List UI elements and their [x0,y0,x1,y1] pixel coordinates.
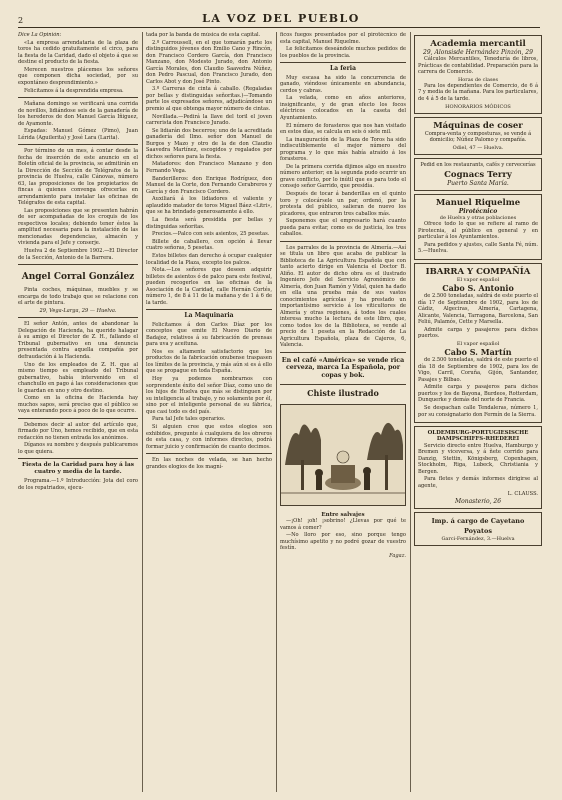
paragraph: Si alguien cree que estos elogios son exhibidos, pregunte á cualquiera de los obreros de esta casa, y con informes directos, podrá formar juicio y confirmación de cuanto decimos. [146,424,272,450]
paragraph: Ofrece todo lo que se refiere al ramo de Pirotecnia, al público en general y en particular á los Ayuntamientos. [418,221,538,241]
paragraph: Las proposiciones que se presenten habrán de ser acompañadas de los croquis de los respectivos locales; debiendo tener éstos la amplitud necesaria para la instalación de las mencionadas dependencias, almacén y vivienda para el Jefe y conserje. [18,207,138,247]
paragraph: Para fletes y demás informes dirigirse al agente, [418,476,538,489]
paragraph: ficos fuegos presentados por el pirotécnico de esta capital, Manuel Riquelme. [280,32,406,45]
ad-subheading: El vapor español [456,341,500,348]
paragraph: Huelva 2 de Septiembre 1902.—El Director de la Sección, Antonio de la Barrera. [18,248,138,261]
paragraph: De la primera corrida dijimos algo en nuestro número anterior; en la segunda pudo ocurrir un grave conflicto, por lo inútil que es para todo el consejo señor Garrido, que presidía. [280,163,406,190]
paragraph: de 2.500 toneladas, saldrá de este puerto el día 17 de Septiembre de 1902, para los de Cádiz, Algeciras, Almería, Cartagena, Alicante, Valencia, Tarragona, Barcelona, San Feliú, Palamós, Cette y Marsella. [418,293,538,326]
ad-ibarra [414,263,542,423]
ad-title: Máquinas de coser [433,120,523,131]
paragraph: Mañana domingo se verificará una corrida de novillos, lidiándose seis de la ganadería de los herederos de don Manuel García Iñiguez, de Ayamonte. [18,101,138,127]
divider [280,62,406,63]
paragraph: Felicitamos á la desprendida empresa. [24,87,124,94]
paragraph: —¡Oh! ¡oh! ¡sobrino! ¿Llevas por qué te vamos á comer? [280,518,406,531]
paragraph: Merecen nuestros plácemes los señores que componen dicha sociedad, por su expontáneo desprendimiento.» [18,66,138,86]
paragraph: Le felicitamos deseándole muchos pedidos de los pueblos de la provincia. [280,46,406,59]
paragraph: Billete de caballero, con opción á llevar cuatro señoras, 5 pesetas. [146,238,272,252]
paragraph: Pedid en los restaurants, cafés y cervecerías [420,162,536,169]
ad-riquelme [414,194,542,260]
column-1 [18,32,138,792]
paragraph: La velada, como en años anteriores, insignificante, y de gran efecto los focos eléctricos colocados en la caseta del Ayuntamiento. [280,95,406,121]
ad-cognacs [414,158,542,191]
paragraph: «La empresa arrendataria de la plaza de toros ha cedido gratuitamente el circo, para la fiesta de la Caridad, dado el objeto á que se destine el producto de la fiesta. [18,39,138,66]
paragraph: Los parrales de la provincia de Almería.—Así se titula un libro que acaba de publicar la Biblioteca de La Agricultura Española que con tanto acierto dirige en Valencia el Doctor B. Aliño. El autor de dicho obra es el ilustrado Ingeniero Jefe del Servicio Agronómico de Almería, don Juan Ramón y Vidal, quien ha dado en ella una prueba más de sus vastos conocimientos agrícolas y ha prestado un importantísimo servicio á los viticultores de Almería y otras regiones, á todos los cuales interesa mucho la lectura de este libro, que, como todos los de la Biblioteca, se vende al precio de 1 peseta en la Redacción de La Agricultura Española, plaza de Cajeros, 6, Valencia. [280,244,406,349]
paragraph: Nos es altamente satisfactorio que los productos de la fabricación onubense traspasen los límites de la provincia, y más aún si es á ello que se propague en toda España. [146,348,272,375]
ship-name: Cabo S. Martín [444,347,512,358]
divider [146,309,272,310]
divider [146,453,272,454]
divider [18,317,138,318]
paragraph: El señor Antón, antes de abandonar la Delegación de Hacienda, ha querido halagar á su amigo el Director de Z. H., fallando el Tribunal gubernativo en una denuncia presentada contra aquella compañía por defraudación á la Hacienda. [18,321,138,360]
paragraph: Admite carga y pasajeros para dichos puertos y los de Bayona, Burdeos, Rotterdam, Dunquerke y demás del norte de Francia. [418,384,538,404]
paragraph: 3.º Carreras de cinta á caballo. (Regaladas por bellas y distinguidas señoritas.)—Tomando parte los expresados señores, adjudicándose un premio al que obtenga mayor número de cintas. [146,86,272,112]
ad-subtitle: de Huelva y otras poblaciones [439,214,517,221]
paragraph: Se lidiarán dos becerros; uno de la acreditada ganadería del Ilmo. señor don Manuel de Burgos y Mazo y otro de la de don Claudio Saavedra Martínez, escogidos y regalados por dichos señores para la fiesta. [146,127,272,160]
paragraph: En las noches de velada, se han hecho grandes elogios de los magní- [146,457,272,470]
ad-address: Odiel, 47 — Huelva. [452,144,504,151]
paragraph: Por término de un mes, á contar desde la fecha de inserción de este anuncio en el Boletín oficial de la provincia, se admitirán en la Dirección de Sección de Telégrafos de la provincia de Huelva, calle Cánovas, número 63, las proposiciones de los propietarios de fincas á quienes convenga ofrecerlas en arrendamiento para instalar las oficinas de Telégrafos de esta capital. [18,148,138,207]
paragraph: Precios.—Palco con seis asientos, 25 pesetas. [152,231,270,238]
paragraph: Matadores: don Francisco Manzano y don Fernando Vega. [146,161,272,174]
paragraph: Muy escasa ha sido la concurrencia de ganado, viéndose únicamente en abundancia, cerdos y cabras. [280,74,406,94]
paragraph: La fiesta será presidida por bellas y distinguidas señoritas. [146,217,272,230]
ad-subheading: HONORARIOS MÓDICOS [445,103,511,110]
paragraph: Para tal Jefe tales operarios. [152,416,226,423]
paragraph: Se despachan calle Tendaleras, número 1, por su consignatario don Fermín de la Sierra. [418,405,538,418]
paragraph: Suponemos que el empresario hará cuanto pueda para evitar, como es de justicia, los tres caballos. [280,218,406,238]
divider [280,384,406,385]
paragraph: Compra-venta y composturas, se vende á domicilio; Núñez Palomo y compañía. [424,130,532,144]
ad-subtitle: Pirotécnico [458,207,498,215]
top-rule [18,27,540,28]
ad-academia [414,35,542,114]
paragraph: Para pedidos y ajustes, calle Santa Fé, núm. 5.—Huelva. [418,241,538,255]
imprint [414,512,542,546]
ad-title: Cognacs Terry [444,169,512,180]
imprint-title: Imp. á cargo de Cayetano Poyatos [431,517,525,536]
ad-sewing-machines [414,117,542,155]
paragraph: de 2.500 toneladas, saldrá de este puerto el día 18 de Septiembre de 1902, para los de Vigo, Carril, Coruña, Gijón, Santander, Pasajes y Bilbao. [418,357,538,383]
section-heading: Fiesta de la Caridad para hoy á las cuatro y media de la tarde. [21,462,135,476]
paragraph: Debemos decir al autor del artículo que, firmado por Uno, hemos recibido, que en esta redacción no tienen entrada los anónimos. [18,421,138,441]
ship-name: Cabo S. Antonio [442,283,514,294]
divider [18,418,138,419]
paragraph: Estos billetes dan derecho á ocupar cualquier localidad de la Plaza, excepto los palcos. [146,253,272,266]
address: 29, Vega-Larga, 29 — Huelva. [39,307,117,314]
paragraph: Auxiliará á los lidiadores el valiente y aplaudido matador de toros Miguel Báez «Litri», que se ha brindado generosamente á ello. [146,196,272,216]
masthead-title: LA VOZ DEL PUEBLO [202,12,360,25]
paragraph: tada por la banda de música de esta capital. [146,32,261,38]
divider [18,264,138,265]
paragraph: Felicitamos á don Carlos Díaz por los conceptos que emite El Nuevo Diario de Badajoz, relativos á su fabricación de prensas para uva y aceituna. [146,321,272,348]
divider [18,458,138,459]
signature: Fagaz. [389,552,406,559]
paragraph: 2.º Carroussell, en el que tomarán parte los distinguidos jóvenes don Emilio Cano y Rincón, don Francisco Cordero García, don Francisco Manzano, don Modesto Jurado, don Antonio García Morales, don Claudio Saavedra Núñez, don Pedro Pascual, don Francisco Jurado, don Carlos Abot y don José Pinto. [146,39,272,85]
paragraph: Admite carga y pasajeros para dichos puertos. [418,326,538,340]
section-heading: La Maquinaria [184,312,234,320]
ad-title: Academia mercantil [430,39,526,49]
paragraph: Espadas: Manuel Gómez (Pimo), Juan Lérida (Aguilerita) y José Lara (Larita). [18,128,138,141]
cartoon-illustration [280,404,406,506]
column-3 [280,32,406,792]
paragraph: Díganos su nombre y después publicaremos lo que quiera. [18,442,138,455]
paragraph: Banderilleros: don Enrique Rodríguez, don Manuel de la Corte, don Fernando Cerabreros y García y don Francisco Cordero. [146,175,272,195]
ad-address: 29, Alonsisde Hernández Pinzón, 29 [423,49,533,56]
ad-oldemburg [414,426,542,509]
ad-title: IBARRA Y COMPAÑÍA [425,266,531,277]
cartoon-caption: Entre salvajes [321,511,365,518]
divider [280,352,406,353]
paragraph: —No lloro por eso, sino porque tengo muchísimo apetito y no podré gozar de vuestro festín. [280,532,406,552]
divider [280,241,406,242]
paragraph: Para los dependientes de Comercio, de 6 á 7 y media de la mañana. Para los particulares, de 4 á 5 de la tarde. [418,82,538,102]
divider [18,97,138,98]
ad-title: Manuel Riquelme [435,197,521,208]
ad-title: OLDEMBURG-PORTUGIESISCHE DAMPSCHIFFS-RHEDEREI [427,430,529,443]
cafe-ad: En el café «América» se vende rica cerveza, marca La Española, por copas y bok. [281,356,405,379]
section-heading: Chiste ilustrado [307,387,379,398]
paragraph: Dice La Opinión: [18,32,62,38]
ad-subheading: El vapor español [456,276,500,283]
divider [18,144,138,145]
column-4 [414,32,542,792]
paragraph: Programa.—1.º Introducción: Jota del coro de los repatriados, ejecu- [18,478,138,491]
paragraph: Como en la oficina de Hacienda hay muchos sapos, será preciso que el público se vaya enterando poco á poco de lo que ocurre. [18,395,138,415]
paragraph: Servicio directo entre Huelva, Hamburgo y Bremen y viceversa, y á ñete corrido para Danzig, Stettin, Königsberg, Copenhagen, Stockholm, Riga, Lubeck, Christiania y Bergen. [418,442,538,475]
paragraph: Cálculos Mercantiles, Teneduría de libros, Prácticas de contabilidad. Preparación para la carrera de Comercio. [418,56,538,75]
section-heading: La feria [330,65,356,73]
ad-subheading: Horas de clases [457,76,499,83]
paragraph: Después de tocar á banderillas en el quinto toro y colocársele un par, ordenó, por la protesta del público, salieran de nuevo los picadores, que entraron tres caballos más. [280,191,406,217]
column-divider [410,32,411,792]
column-divider [142,32,143,792]
agent-name: L. CLAUSS. [507,490,538,497]
paragraph: Nota.—Los señores que deseen adquirir billetes de asientos ó de palco para este festival, pueden recogerlos en las oficinas de la Asociación de la Caridad, calle Hernán Cortés, número 1, de 8 á 11 de la mañana y de 1 á 6 de la tarde. [146,267,272,306]
ad-subtitle: Puerto Santa María. [447,179,509,187]
ad-address: Monasterio, 26 [454,498,502,506]
paragraph: Hoy ya podemos nombrarnos con sorprendente éxito del señor Díaz, como uno de los hijos de Huelva que más se distinguen por su inteligencia al trabajo, y no solamente por él, sino por el inteligente personal de su fábrica, que casi todo es del país. [146,376,272,415]
imprint-address: Garci-Fernández, 3.—Huelva [441,536,515,543]
ad-heading: Angel Corral González [21,272,135,283]
paragraph: El número de forasteros que nos han visitado en estos días, se calcula en seis ó siete mil. [280,122,406,136]
paragraph: Pinta coches, máquinas, muebles y se encarga de todo trabajo que se relacione con el arte de pintura. [18,287,138,307]
page-number: 2 [18,16,24,25]
column-divider [276,32,277,792]
column-2 [146,32,272,792]
paragraph: La inauguración de la Plaza de Toros ha sido indiscutiblemente el mejor número del programa y lo que más había atraído á los forasteros. [280,136,406,163]
paragraph: Novillada.—Pedirá la llave del toril el joven carrerista don Francisco Jurado. [146,113,272,127]
paragraph: Uno de los empleados de Z. H. que al mismo tiempo es empleado del Tribunal gubernativo, había intervenido en el chanchullo en pago á las consideraciones que le guardan en uno y otro destino. [18,361,138,394]
